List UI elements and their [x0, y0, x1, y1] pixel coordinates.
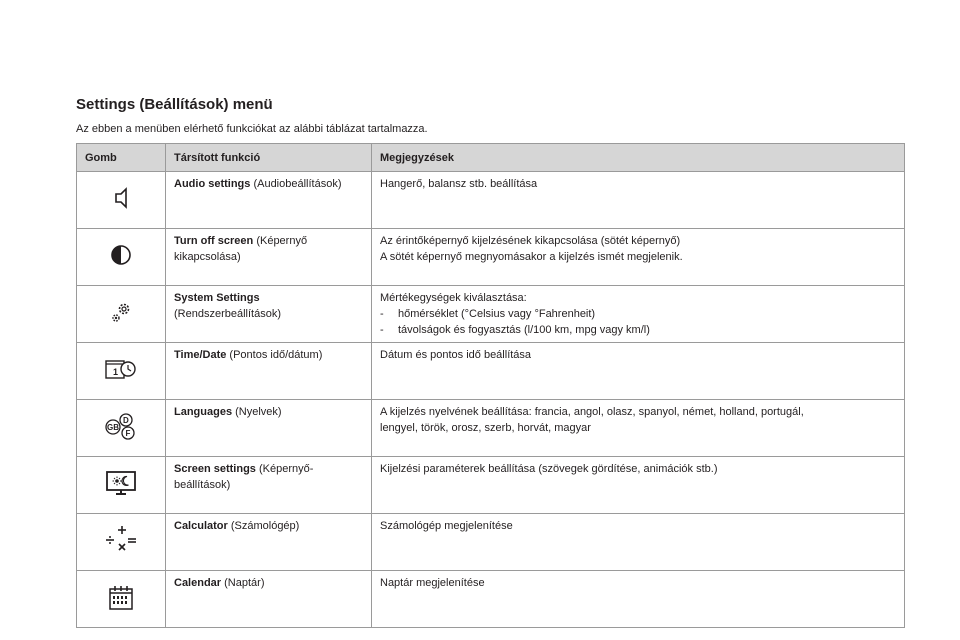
- notes-cell: [372, 286, 905, 343]
- function-name: System Settings: [174, 292, 260, 304]
- note-line: Az érintőképernyő kijelzésének kikapcsolása (sötét képernyő): [380, 235, 681, 247]
- function-desc: (Képernyő-beállítások): [174, 463, 314, 491]
- function-desc: (Naptár): [221, 577, 265, 589]
- icon-cell: [77, 343, 166, 400]
- icon-cell: [77, 286, 166, 343]
- bullet-dash: -: [380, 308, 384, 320]
- table-header-row: [77, 144, 905, 172]
- settings-table: [76, 143, 905, 628]
- function-name: Audio settings: [174, 178, 251, 190]
- function-desc: (Nyelvek): [232, 406, 282, 418]
- note-line: Mértékegységek kiválasztása:: [380, 292, 527, 304]
- lang-badge-left: GB: [107, 422, 119, 432]
- calendar-clock-icon: [104, 355, 138, 383]
- table-row: [77, 343, 905, 400]
- monitor-brightness-icon: [104, 469, 138, 497]
- notes-cell: [372, 229, 905, 286]
- function-name: Languages: [174, 406, 233, 418]
- bullet-text: hőmérséklet (°Celsius vagy °Fahrenheit): [398, 308, 596, 320]
- function-cell: [166, 571, 372, 628]
- icon-cell: [77, 229, 166, 286]
- note-line: Számológép megjelenítése: [380, 520, 513, 532]
- function-name: Screen settings: [174, 463, 256, 475]
- function-name: Calendar: [174, 577, 222, 589]
- icon-cell: [77, 514, 166, 571]
- function-desc: (Képernyő kikapcsolása): [174, 235, 308, 263]
- function-desc: (Számológép): [227, 520, 300, 532]
- function-name: Calculator: [174, 520, 228, 532]
- table-row: [77, 172, 905, 229]
- notes-cell: [372, 514, 905, 571]
- header-button: Gomb: [77, 144, 166, 172]
- table-row: [77, 457, 905, 514]
- function-cell: [166, 286, 372, 343]
- note-line: [380, 306, 896, 322]
- table-row: [77, 571, 905, 628]
- lang-badge-top: D: [123, 415, 129, 425]
- language-badges-icon: [101, 412, 141, 440]
- bullet-dash: -: [380, 324, 384, 336]
- function-name: Turn off screen: [174, 235, 254, 247]
- note-line: Naptár megjelenítése: [380, 577, 485, 589]
- note-line: Kijelzési paraméterek beállítása (szövegek gördítése, animációk stb.): [380, 463, 718, 475]
- note-line: [380, 322, 896, 338]
- notes-cell: [372, 172, 905, 229]
- icon-cell: [77, 571, 166, 628]
- function-cell: [166, 400, 372, 457]
- function-desc: (Pontos idő/dátum): [226, 349, 323, 361]
- speaker-icon: [107, 184, 135, 212]
- notes-cell: [372, 571, 905, 628]
- icon-cell: [77, 457, 166, 514]
- function-cell: [166, 229, 372, 286]
- function-name: Time/Date: [174, 349, 227, 361]
- notes-cell: [372, 343, 905, 400]
- function-desc: (Audiobeállítások): [250, 178, 342, 190]
- table-row: [77, 286, 905, 343]
- notes-cell: [372, 457, 905, 514]
- bullet-text: távolságok és fogyasztás (l/100 km, mpg vagy km/l): [398, 324, 650, 336]
- function-desc: (Rendszerbeállítások): [174, 308, 281, 320]
- lang-badge-right: F: [125, 428, 131, 438]
- page-intro: Az ebben a menüben elérhető funkciókat az alábbi táblázat tartalmazza.: [76, 123, 428, 135]
- note-line: Dátum és pontos idő beállítása: [380, 349, 532, 361]
- note-line: Hangerő, balansz stb. beállítása: [380, 178, 538, 190]
- calculator-icon: [103, 526, 139, 554]
- table-row: [77, 229, 905, 286]
- table-row: [77, 514, 905, 571]
- note-line: A kijelzés nyelvének beállítása: francia, angol, olasz, spanyol, német, holland, portugál,: [380, 406, 804, 418]
- header-function: Társított funkció: [166, 144, 372, 172]
- page-title: Settings (Beállítások) menü: [76, 96, 273, 113]
- table-row: [77, 400, 905, 457]
- gears-icon: [107, 298, 135, 326]
- notes-cell: [372, 400, 905, 457]
- calendar-grid-icon: [105, 583, 137, 611]
- function-cell: [166, 514, 372, 571]
- icon-cell: [77, 400, 166, 457]
- clock-number: 1: [113, 366, 119, 377]
- note-line: lengyel, török, orosz, szerb, horvát, magyar: [380, 422, 591, 434]
- function-cell: [166, 457, 372, 514]
- header-notes: Megjegyzések: [372, 144, 905, 172]
- half-circle-icon: [107, 241, 135, 269]
- function-cell: [166, 172, 372, 229]
- icon-cell: [77, 172, 166, 229]
- note-line: A sötét képernyő megnyomásakor a kijelzés ismét megjelenik.: [380, 251, 683, 263]
- function-cell: [166, 343, 372, 400]
